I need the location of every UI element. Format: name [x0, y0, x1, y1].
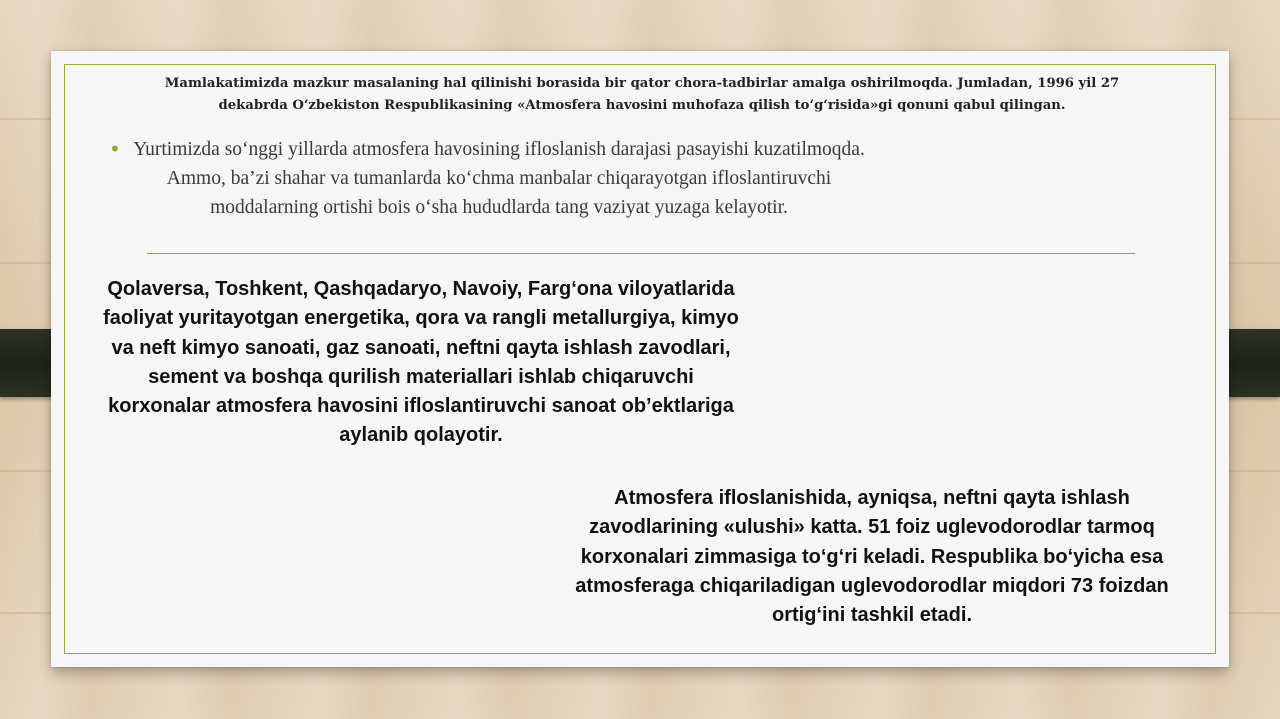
separator-line — [147, 253, 1135, 254]
industry-paragraph: Qolaversa, Toshkent, Qashqadaryo, Navoiy, Farg‘ona viloyatlarida faoliyat yuritayotgan energetika, qora va rangli metallurgiya, kimyo va neft kimyo sanoati, gaz sanoati, neftni qayta ishlash zavodlari, sement va boshqa qurilish materiallari ishlab chiqaruvchi korxonalar atmosfera havosini ifloslantiruvchi sanoat ob’ektlariga aylanib qolayotir. — [103, 278, 739, 447]
slide-paper — [51, 51, 1229, 667]
bullet-item — [109, 135, 869, 222]
oil-refining-paragraph: Atmosfera ifloslanishida, ayniqsa, neftni qayta ishlash zavodlarining «ulushi» katta. 51 foiz uglevodorodlar tarmoq korxonalari zimmasiga to‘g‘ri keladi. Respublika bo‘yicha esa atmosferaga chiqariladigan uglevodorodlar miqdori 73 foizdan ortig‘ini tashkil etadi. — [575, 487, 1169, 627]
bullet-icon: • — [109, 137, 121, 161]
bullet-text: Yurtimizda so‘nggi yillarda atmosfera havosining ifloslanish darajasi pasayishi kuzatilmoqda. Ammo, ba’zi shahar va tumanlarda ko‘chma manbalar chiqarayotgan ifloslantiruvchi moddalarning ortishi bois o‘sha hududlarda tang vaziyat yuzaga kelayotir. — [133, 139, 865, 218]
slide-title: Mamlakatimizda mazkur masalaning hal qilinishi borasida bir qator chora-tadbirlar amalga oshirilmoqda. Jumladan, 1996 yil 27 dekabrda O‘zbekiston Respublikasining «Atmosfera havosini muhofaza qilish to‘g‘risida»gi qonuni qabul qilingan. — [164, 76, 1120, 113]
